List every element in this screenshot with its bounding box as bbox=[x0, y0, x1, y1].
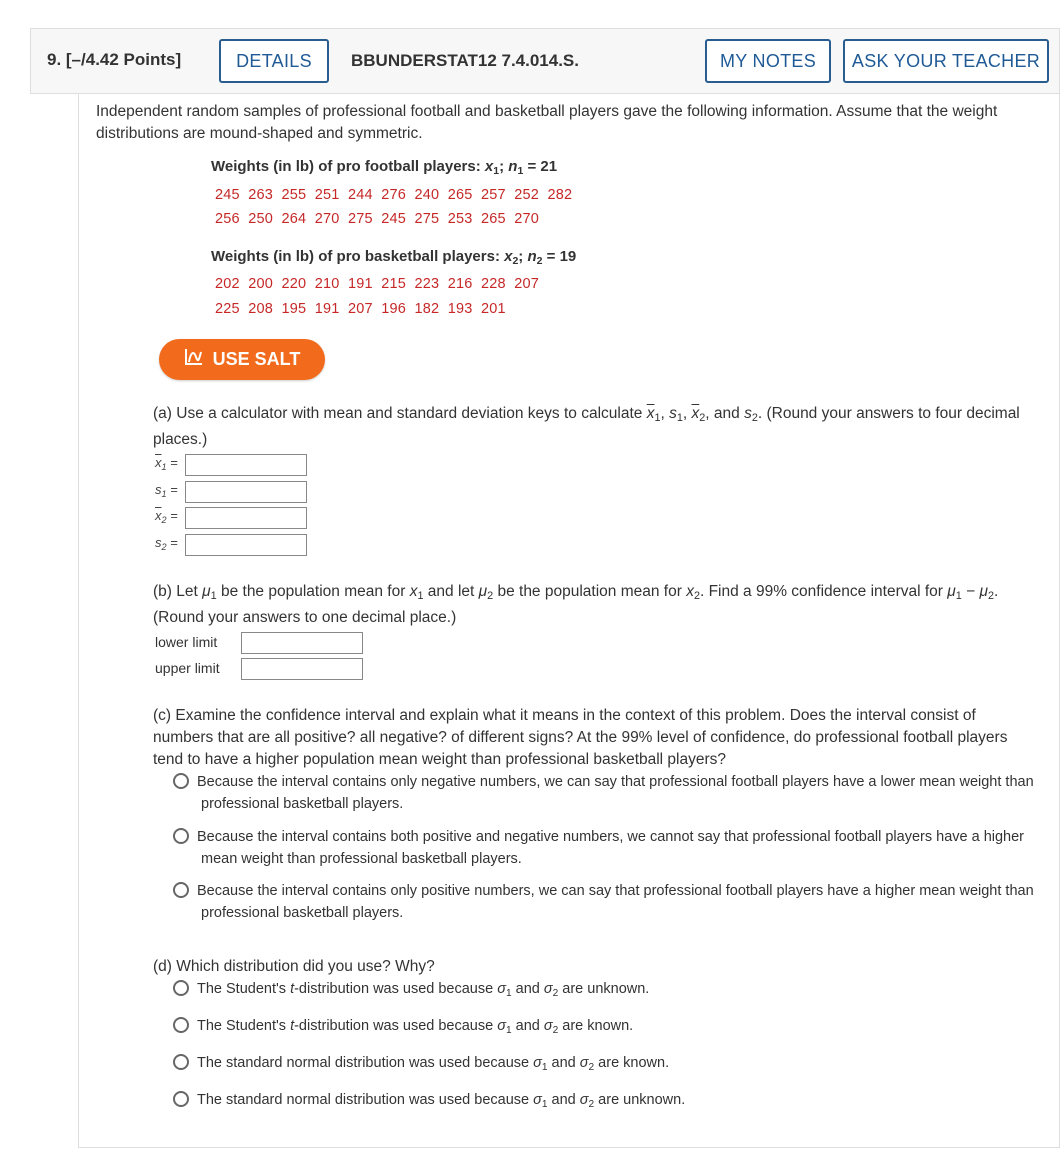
s2-input[interactable] bbox=[185, 534, 307, 556]
part-d-option-3[interactable]: The standard normal distribution was used because $\sigma_1$ and $\sigma_2$ are known. bbox=[197, 1055, 670, 1073]
football-title: Weights (in lb) of pro football players: $x_1$; $n_1 = 21$ bbox=[211, 158, 558, 177]
xbar2-label: $\overline{x}_2$ = bbox=[155, 508, 178, 525]
part-d-option-2-radio[interactable] bbox=[173, 1017, 189, 1033]
part-c-option-1-radio[interactable] bbox=[173, 773, 189, 789]
part-d-option-3-radio[interactable] bbox=[173, 1054, 189, 1070]
part-c-option-3[interactable]: Because the interval contains only positive numbers, we can say that professional football players have a higher mean weight than professional basketball players. bbox=[197, 883, 1034, 921]
part-c-option-1[interactable]: Because the interval contains only negative numbers, we can say that professional football players have a lower mean weight than professional basketball players. bbox=[197, 774, 1034, 812]
intro-text: Independent random samples of professional football and basketball players gave the following information. Assume that the weight distributions are mound-shaped and symmetric. bbox=[96, 103, 998, 142]
part-b-question: (b) Let $\mu_1$ be the population mean for $x_1$ and let $\mu_2$ be the population mean for $x_2$. Find a 99% confidence interval for $\mu_1 - \mu_2$. (Round your answers to one decimal place.) bbox=[153, 583, 999, 626]
football-n: = 21 bbox=[527, 158, 558, 175]
part-d-question: (d) Which distribution did you use? Why? bbox=[153, 958, 435, 975]
use-salt-label: USE SALT bbox=[212, 349, 301, 369]
my-notes-button[interactable]: MY NOTES bbox=[705, 39, 831, 83]
part-c-option-3-radio[interactable] bbox=[173, 882, 189, 898]
details-button[interactable]: DETAILS bbox=[219, 39, 329, 83]
football-row-2: 256 250 264 270 275 245 275 253 265 270 bbox=[215, 211, 540, 227]
upper-limit-input[interactable] bbox=[241, 658, 363, 680]
part-d-option-1[interactable]: The Student's t-distribution was used because $\sigma_1$ and $\sigma_2$ are unknown. bbox=[197, 981, 650, 999]
basketball-row-2: 225 208 195 191 207 196 182 193 201 bbox=[215, 301, 506, 317]
s1-label: $s_1$ = bbox=[155, 482, 178, 499]
use-salt-button[interactable] bbox=[159, 339, 325, 380]
basketball-title: Weights (in lb) of pro basketball players: $x_2$; $n_2 = 19$ bbox=[211, 248, 577, 267]
part-a-question: (a) Use a calculator with mean and standard deviation keys to calculate $\overline{x}_1$, $s_1$, $\overline{x}_2$, and $s_2$. (Round your answers to four decimal places.) bbox=[153, 405, 1020, 448]
lower-limit-input[interactable] bbox=[241, 632, 363, 654]
part-c-question: (c) Examine the confidence interval and explain what it means in the context of this problem. Does the interval consist of numbers that are all positive? all negative? of different signs? At the 99% level of confidence, do professional football players tend to have a higher population mean weight than professional basketball players? bbox=[153, 707, 1008, 768]
s2-label: $s_2$ = bbox=[155, 535, 178, 552]
xbar1-input[interactable] bbox=[185, 454, 307, 476]
salt-chart-icon bbox=[184, 348, 204, 371]
xbar2-input[interactable] bbox=[185, 507, 307, 529]
part-d-option-1-radio[interactable] bbox=[173, 980, 189, 996]
lower-limit-label: lower limit bbox=[155, 634, 218, 650]
question-number: 9. [–/4.42 Points] bbox=[47, 50, 182, 69]
part-d-option-2[interactable]: The Student's t-distribution was used because $\sigma_1$ and $\sigma_2$ are known. bbox=[197, 1018, 634, 1036]
basketball-n: = 19 bbox=[546, 248, 577, 265]
basketball-row-1: 202 200 220 210 191 215 223 216 228 207 bbox=[215, 276, 540, 292]
part-c-option-2-radio[interactable] bbox=[173, 828, 189, 844]
question-body bbox=[78, 94, 1060, 1148]
football-row-1: 245 263 255 251 244 276 240 265 257 252 282 bbox=[215, 187, 573, 203]
s1-input[interactable] bbox=[185, 481, 307, 503]
part-c-option-2[interactable]: Because the interval contains both positive and negative numbers, we cannot say that professional football players have a higher mean weight than professional basketball players. bbox=[197, 829, 1025, 867]
ask-your-teacher-button[interactable]: ASK YOUR TEACHER bbox=[843, 39, 1049, 83]
xbar1-label: $\overline{x}_1$ = bbox=[155, 455, 178, 472]
question-header bbox=[30, 28, 1060, 94]
part-d-option-4-radio[interactable] bbox=[173, 1091, 189, 1107]
upper-limit-label: upper limit bbox=[155, 660, 220, 676]
question-code: BBUNDERSTAT12 7.4.014.S. bbox=[351, 51, 579, 70]
part-d-option-4[interactable]: The standard normal distribution was used because $\sigma_1$ and $\sigma_2$ are unknown. bbox=[197, 1092, 686, 1110]
